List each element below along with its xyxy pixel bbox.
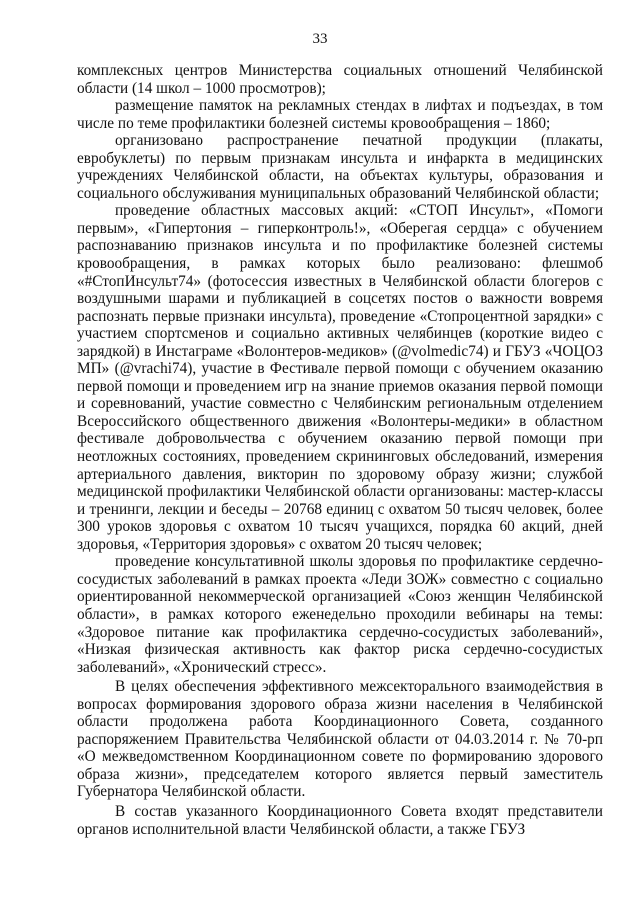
paragraph-mass-campaigns: проведение областных массовых акций: «СТОП Инсульт», «Помоги первым», «Гипертония – гиперконтроль!», «Оберегая сердца» с обучением распознаванию признаков инсульта и по профилактике болезней системы кровообращения, в рамках которых было реализовано: флешмоб «#СтопИнсульт74» (фотосессия известных в Челябинской области блогеров с воздушными шарами и публикацией в соцсетях постов о важности вовремя распознать первые признаки инсульта), проведение «Стопроцентной зарядки» с участием спортсменов и социально активных челябинцев (короткие видео с зарядкой) в Инстаграме «Волонтеров-медиков» (@volmedic74) и ГБУЗ «ЧОЦОЗ МП» (@vrachi74), участие в Фестивале первой помощи с обучением оказанию первой помощи и проведением игр на знание приемов оказания первой помощи и соревнований, участие совместно с Челябинским региональным отделением Всероссийского общественного движения «Волонтеры-медики» в областном фестивале добровольчества с обучением оказанию первой помощи при неотложных состояниях, проведением скрининговых обследований, измерения артериального давления, викторин по здоровому образу жизни; службой медицинской профилактики Челябинской области организованы: мастер-классы и тренинги, лекции и беседы – 20768 единиц с охватом 50 тысяч человек, более 300 уроков здоровья с охватом 10 тысяч учащихся, порядка 60 акций, дней здоровья, «Территория здоровья» с охватом 20 тысяч человек; <box>77 202 603 553</box>
paragraph-leaflets: размещение памяток на рекламных стендах в лифтах и подъездах, в том числе по теме профилактики болезней системы кровообращения – 1860; <box>77 97 603 132</box>
paragraph-printed-materials: организовано распространение печатной продукции (плакаты, евробуклеты) по первым признакам инсульта и инфаркта в медицинских учреждениях Челябинской области, на объектах культуры, образования и социального обслуживания муниципальных образований Челябинской области; <box>77 132 603 202</box>
paragraph-coordination-council: В целях обеспечения эффективного межсекторального взаимодействия в вопросах формирования здорового образа жизни населения в Челябинской области продолжена работа Координационного Совета, созданного распоряжением Правительства Челябинской области от 04.03.2014 г. № 70-рп «О межведомственном Координационном совете по формированию здорового образа жизни», председателем которого является первый заместитель Губернатора Челябинской области. <box>77 678 603 801</box>
paragraph-council-members: В состав указанного Координационного Совета входят представители органов исполнительной власти Челябинской области, а также ГБУЗ <box>77 802 603 838</box>
body-text <box>77 62 603 838</box>
paragraph-continuation: комплексных центров Министерства социальных отношений Челябинской области (14 школ – 1000 просмотров); <box>77 62 603 97</box>
paragraph-health-school: проведение консультативной школы здоровья по профилактике сердечно-сосудистых заболеваний в рамках проекта «Леди ЗОЖ» совместно с социально ориентированной некоммерческой организацией «Союз женщин Челябинской области», в рамках которого еженедельно проходили вебинары на темы: «Здоровое питание как профилактика сердечно-сосудистых заболеваний», «Низкая физическая активность как фактор риска сердечно-сосудистых заболеваний», «Хронический стресс». <box>77 553 603 676</box>
page-number: 33 <box>312 31 328 47</box>
